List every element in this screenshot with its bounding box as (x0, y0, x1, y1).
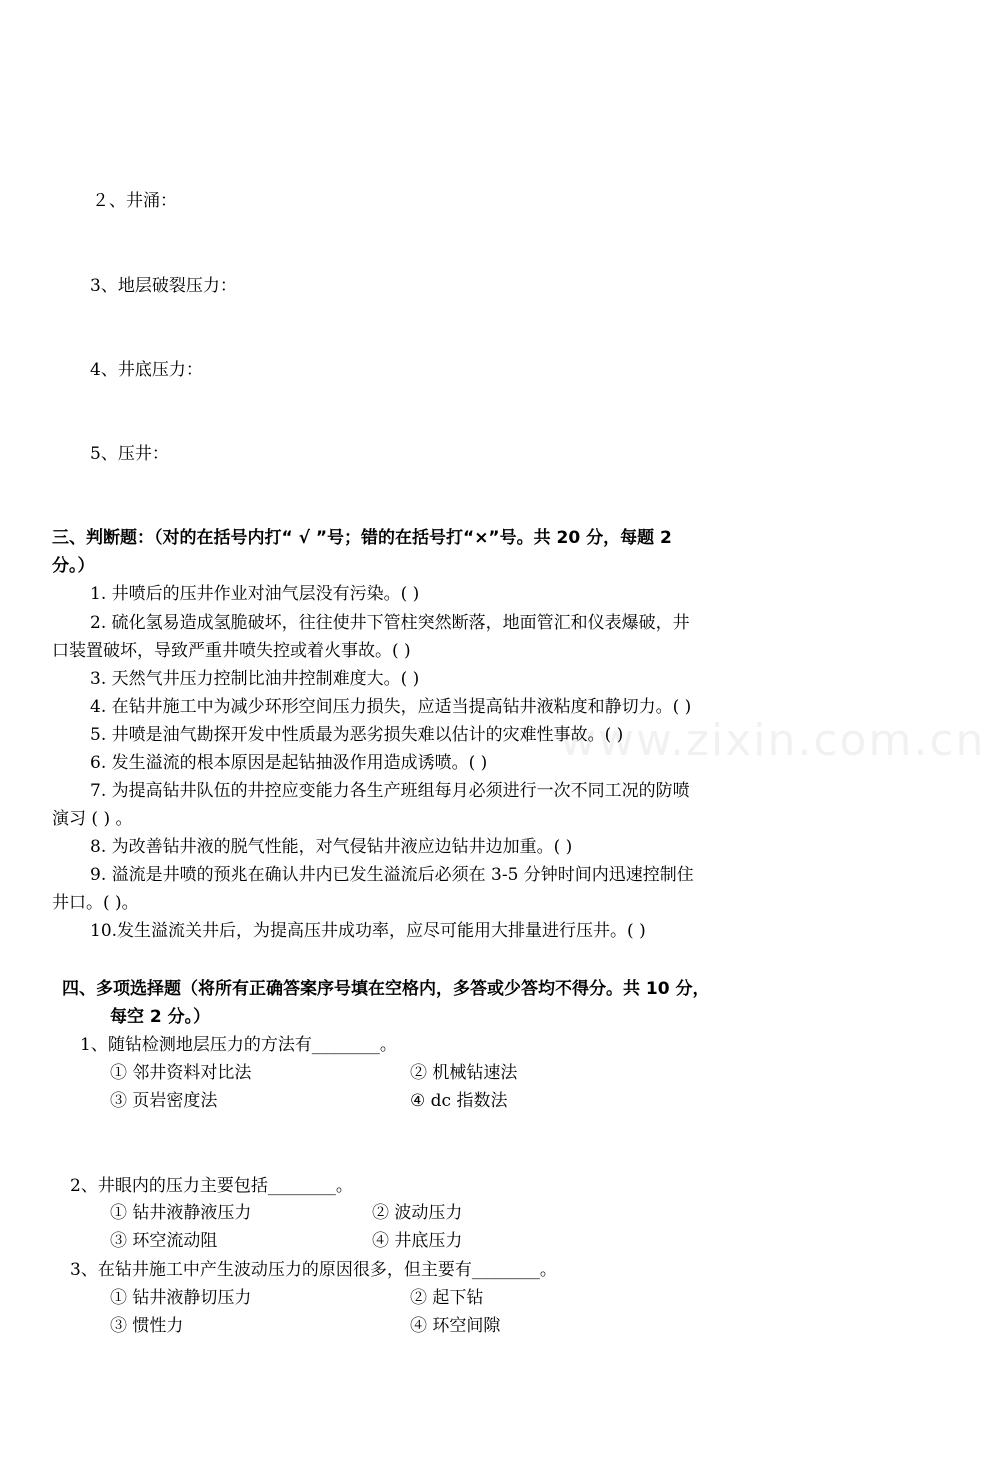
mc-option: ② 机械钻速法 (410, 1063, 518, 1083)
section3-heading-cont: 分。） (52, 556, 95, 576)
mc-question-3: 3、在钻井施工中产生波动压力的原因很多，但主要有________。 (70, 1260, 557, 1280)
section4-heading: 四、多项选择题（将所有正确答案序号填在空格内，多答或少答均不得分。共 10 分， (62, 979, 710, 999)
judgement-item-cont: 演习 ( ) 。 (52, 809, 133, 829)
mc-question-1: 1、随钻检测地层压力的方法有________。 (80, 1035, 397, 1055)
section4-heading-cont: 每空 2 分。） (110, 1007, 211, 1027)
mc-option: ④ 井底压力 (372, 1231, 463, 1251)
mc-option: ② 起下钻 (410, 1288, 484, 1308)
mc-option: ① 钻井液静切压力 (110, 1288, 252, 1308)
mc-option: ③ 环空流动阻 (110, 1231, 218, 1251)
judgement-item: 6. 发生溢流的根本原因是起钻抽汲作用造成诱喷。( ) (90, 753, 488, 773)
judgement-item: 1. 井喷后的压井作业对油气层没有污染。( ) (90, 584, 420, 604)
judgement-item: 2. 硫化氢易造成氢脆破坏，往往使井下管柱突然断落，地面管汇和仪表爆破，井 (90, 613, 690, 633)
definition-3: 3、地层破裂压力： (90, 276, 237, 296)
mc-option: ④ 环空间隙 (410, 1316, 501, 1336)
definition-4: 4、井底压力： (90, 360, 203, 380)
watermark: www.zixin.com.cn (560, 715, 985, 766)
judgement-item: 7. 为提高钻井队伍的井控应变能力各生产班组每月必须进行一次不同工况的防喷 (90, 781, 690, 801)
mc-option: ③ 页岩密度法 (110, 1091, 218, 1111)
section3-heading: 三、判断题：（对的在括号内打“ √ ”号；错的在括号打“×”号。共 20 分，每题 2 (52, 528, 672, 548)
judgement-item-cont: 井口。( )。 (52, 893, 139, 913)
judgement-item: 9. 溢流是井喷的预兆在确认井内已发生溢流后必须在 3-5 分钟时间内迅速控制住 (90, 865, 694, 885)
mc-option: ① 邻井资料对比法 (110, 1063, 252, 1083)
mc-option: ① 钻井液静液压力 (110, 1203, 252, 1223)
judgement-item: 5. 井喷是油气勘探开发中性质最为恶劣损失难以估计的灾难性事故。( ) (90, 725, 624, 745)
judgement-item: 4. 在钻井施工中为减少环形空间压力损失，应适当提高钻井液粘度和静切力。( ) (90, 697, 692, 717)
mc-question-2: 2、井眼内的压力主要包括________。 (70, 1176, 353, 1196)
definition-2: ２、井涌： (92, 191, 177, 211)
judgement-item: 10.发生溢流关井后，为提高压井成功率，应尽可能用大排量进行压井。( ) (90, 921, 646, 941)
mc-option: ③ 惯性力 (110, 1316, 184, 1336)
mc-option: ④ dc 指数法 (410, 1091, 508, 1111)
mc-option: ② 波动压力 (372, 1203, 463, 1223)
definition-5: 5、压井： (90, 444, 169, 464)
judgement-item: 3. 天然气井压力控制比油井控制难度大。( ) (90, 669, 420, 689)
judgement-item-cont: 口装置破坏，导致严重井喷失控或着火事故。( ) (52, 641, 411, 661)
judgement-item: 8. 为改善钻井液的脱气性能，对气侵钻井液应边钻井边加重。( ) (90, 837, 573, 857)
